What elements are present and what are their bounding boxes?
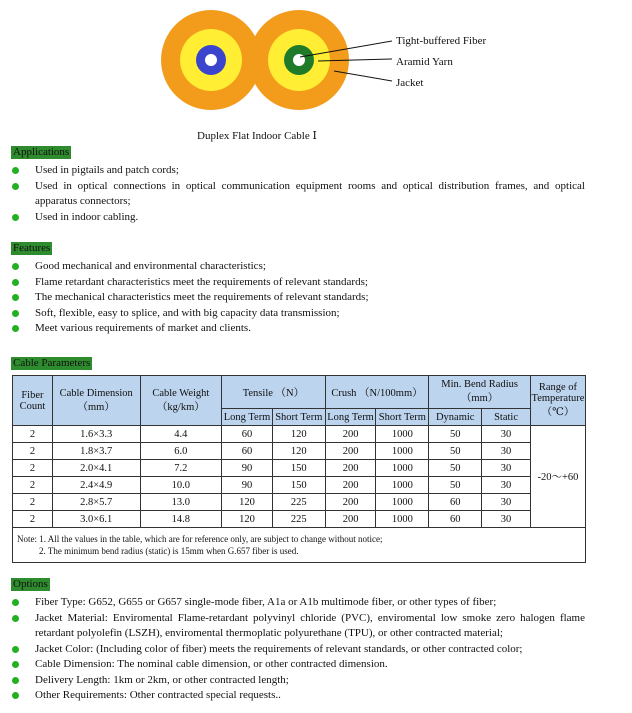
list-item: Jacket Material: Enviromental Flame-retardant polyvinyl chloride (PVC), enviromental low smoke zero halogen flame retardant polyolefin (LSZH), enviromental thermoplatic polyurethane (TPU), or other contracted material; [10, 611, 585, 642]
note-line-2: 2. The minimum bend radius (static) is 15mm when G.657 fiber is used. [39, 546, 299, 556]
header-fiber-count: Fiber Count [13, 376, 53, 426]
label-jacket: Jacket [396, 77, 424, 89]
diagram-caption: Duplex Flat Indoor Cable Ⅰ [197, 130, 317, 142]
features-heading: Features [13, 242, 51, 254]
applications-heading: Applications [13, 146, 70, 158]
list-item: Soft, flexible, easy to splice, and with big capacity data transmission; [10, 306, 585, 322]
bullet-icon [12, 325, 19, 332]
cell: 200 [325, 511, 376, 528]
cell: 1.8×3.7 [52, 443, 140, 460]
cell: 14.8 [140, 511, 222, 528]
cell: 6.0 [140, 443, 222, 460]
header-min-bend-radius: Min. Bend Radius （mm） [429, 376, 531, 409]
cell: 2 [13, 477, 53, 494]
cell: 200 [325, 494, 376, 511]
table-row [13, 460, 586, 477]
cell: 120 [272, 426, 325, 443]
cell: 2 [13, 443, 53, 460]
cell: 50 [429, 460, 482, 477]
cell: 30 [482, 460, 531, 477]
list-item: The mechanical characteristics meet the requirements of relevant standards; [10, 290, 585, 306]
header-crush: Crush （N/100mm） [325, 376, 429, 409]
left-fiber-core [205, 54, 217, 66]
cell: 120 [222, 494, 273, 511]
table-header-row [13, 376, 586, 409]
list-item: Good mechanical and environmental characteristics; [10, 259, 585, 275]
header-crush-long-term: Long Term [325, 409, 376, 426]
bullet-icon [12, 599, 19, 606]
list-item: Fiber Type: G652, G655 or G657 single-mode fiber, A1a or A1b multimode fiber, or other types of fiber; [10, 595, 585, 611]
cell: 200 [325, 460, 376, 477]
cell: 30 [482, 511, 531, 528]
bullet-icon [12, 677, 19, 684]
header-temperature: Range of Temperature （℃） [530, 376, 585, 426]
cell: 30 [482, 426, 531, 443]
cell: 1000 [376, 511, 429, 528]
header-static: Static [482, 409, 531, 426]
bullet-icon [12, 183, 19, 190]
options-list [10, 595, 585, 704]
list-item: Other Requirements: Other contracted special requests.. [10, 688, 585, 704]
cell: 50 [429, 426, 482, 443]
list-item: Jacket Color: (Including color of fiber) meets the requirements of relevant standards, or other contracted color; [10, 642, 585, 658]
cell: 120 [272, 443, 325, 460]
cell: 225 [272, 511, 325, 528]
cell: 1000 [376, 460, 429, 477]
header-dynamic: Dynamic [429, 409, 482, 426]
header-tensile-long-term: Long Term [222, 409, 273, 426]
table-row [13, 426, 586, 443]
table-row [13, 443, 586, 460]
header-cable-weight: Cable Weight （kg/km） [140, 376, 222, 426]
cell: 1000 [376, 443, 429, 460]
cell: 50 [429, 443, 482, 460]
bullet-icon [12, 646, 19, 653]
cell: 7.2 [140, 460, 222, 477]
table-note [13, 528, 586, 563]
cell: 150 [272, 460, 325, 477]
table-row [13, 511, 586, 528]
cell: 90 [222, 477, 273, 494]
label-tight-buffered-fiber: Tight-buffered Fiber [396, 35, 487, 47]
note-line-1: Note: 1. All the values in the table, which are for reference only, are subject to change without notice; [17, 534, 383, 544]
cell: 4.4 [140, 426, 222, 443]
cell: 10.0 [140, 477, 222, 494]
list-item: Meet various requirements of market and clients. [10, 321, 585, 337]
bullet-icon [12, 167, 19, 174]
cell: 200 [325, 477, 376, 494]
cable-parameters-heading: Cable Parameters [13, 357, 91, 369]
list-item: Cable Dimension: The nominal cable dimension, or other contracted dimension. [10, 657, 585, 673]
features-list [10, 259, 585, 337]
header-tensile: Tensile （N） [222, 376, 325, 409]
cell: 60 [429, 494, 482, 511]
cell: 120 [222, 511, 273, 528]
cell: 150 [272, 477, 325, 494]
cable-parameters-table [12, 375, 586, 563]
bullet-icon [12, 310, 19, 317]
cell: 2 [13, 511, 53, 528]
header-crush-short-term: Short Term [376, 409, 429, 426]
temperature-range-cell: -20～+60 [530, 426, 585, 528]
list-item: Flame retardant characteristics meet the requirements of relevant standards; [10, 275, 585, 291]
options-heading: Options [13, 578, 48, 590]
cell: 13.0 [140, 494, 222, 511]
list-item: Used in pigtails and patch cords; [10, 163, 585, 179]
bullet-icon [12, 214, 19, 221]
list-item: Used in optical connections in optical communication equipment rooms and optical distribution frames, and optical apparatus connectors; [10, 179, 585, 210]
cell: 3.0×6.1 [52, 511, 140, 528]
table-note-row [13, 528, 586, 563]
cell: 60 [222, 443, 273, 460]
header-tensile-short-term: Short Term [272, 409, 325, 426]
cell: 30 [482, 443, 531, 460]
cell: 200 [325, 426, 376, 443]
bullet-icon [12, 615, 19, 622]
cell: 30 [482, 477, 531, 494]
callout-lines [290, 35, 400, 85]
cell: 2.0×4.1 [52, 460, 140, 477]
cell: 60 [429, 511, 482, 528]
table-row [13, 494, 586, 511]
cell: 2 [13, 494, 53, 511]
bullet-icon [12, 692, 19, 699]
cell: 1000 [376, 494, 429, 511]
cell: 200 [325, 443, 376, 460]
cell: 1.6×3.3 [52, 426, 140, 443]
cell: 2.8×5.7 [52, 494, 140, 511]
cell: 50 [429, 477, 482, 494]
cell: 30 [482, 494, 531, 511]
cell: 2 [13, 460, 53, 477]
cell: 2.4×4.9 [52, 477, 140, 494]
cell: 225 [272, 494, 325, 511]
cell: 1000 [376, 477, 429, 494]
list-item: Delivery Length: 1km or 2km, or other contracted length; [10, 673, 585, 689]
cell: 2 [13, 426, 53, 443]
applications-list [10, 163, 585, 225]
cell: 60 [222, 426, 273, 443]
bullet-icon [12, 279, 19, 286]
bullet-icon [12, 294, 19, 301]
bullet-icon [12, 661, 19, 668]
header-cable-dimension: Cable Dimension （mm） [52, 376, 140, 426]
cell: 90 [222, 460, 273, 477]
table-row [13, 477, 586, 494]
cell: 1000 [376, 426, 429, 443]
bullet-icon [12, 263, 19, 270]
label-aramid-yarn: Aramid Yarn [396, 56, 453, 68]
list-item: Used in indoor cabling. [10, 210, 585, 226]
